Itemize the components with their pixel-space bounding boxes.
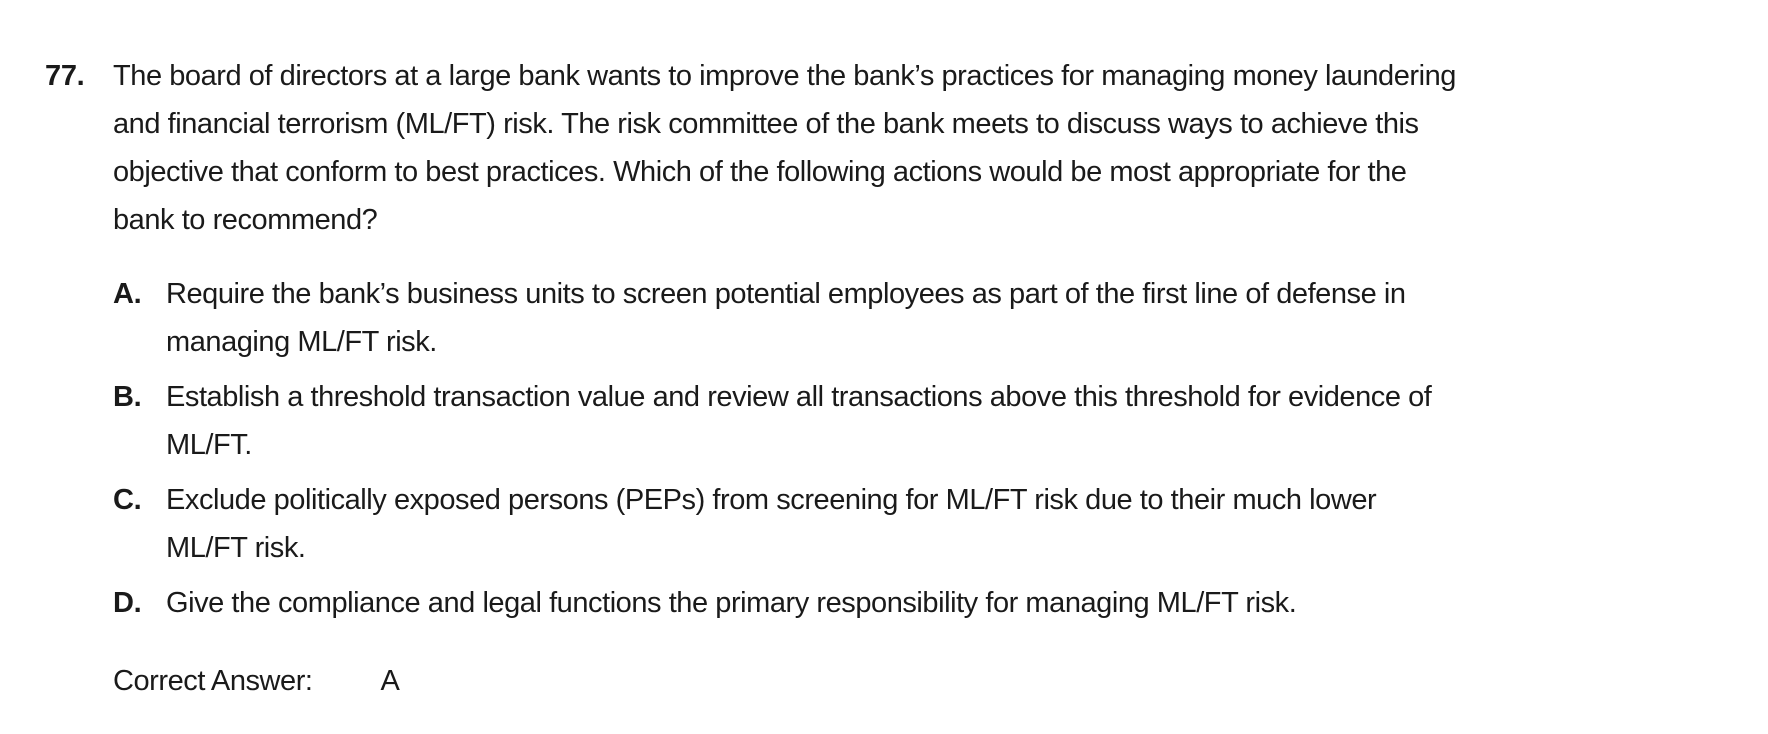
- option-c-text: Exclude politically exposed persons (PEPs) from screening for ML/FT risk due to their much lower ML/FT risk.: [166, 484, 1377, 564]
- option-c: [113, 476, 1728, 572]
- option-a-text: Require the bank’s business units to screen potential employees as part of the first line of defense in managing ML/FT risk.: [166, 278, 1406, 358]
- question-body: [113, 52, 1728, 705]
- option-c-letter: C.: [113, 484, 142, 516]
- correct-answer-row: [113, 657, 1728, 705]
- question-block: [45, 52, 1728, 705]
- option-b-letter: B.: [113, 381, 142, 413]
- correct-answer-label: Correct Answer:: [113, 665, 313, 697]
- options-list: [113, 270, 1728, 627]
- option-a-letter: A.: [113, 278, 142, 310]
- correct-answer-value: A: [380, 665, 400, 697]
- option-a: [113, 270, 1728, 366]
- option-b: [113, 373, 1728, 469]
- option-d-text: Give the compliance and legal functions the primary responsibility for managing ML/FT risk.: [166, 587, 1297, 619]
- option-d: [113, 579, 1728, 627]
- question-text: The board of directors at a large bank wants to improve the bank’s practices for managing money laundering and financial terrorism (ML/FT) risk. The risk committee of the bank meets to discuss ways to achieve this objective that conform to best practices. Which of the following actions would be most appropriate for the bank to recommend?: [113, 60, 1456, 236]
- question-number: 77.: [45, 60, 85, 92]
- option-b-text: Establish a threshold transaction value and review all transactions above this threshold for evidence of ML/FT.: [166, 381, 1432, 461]
- option-d-letter: D.: [113, 587, 142, 619]
